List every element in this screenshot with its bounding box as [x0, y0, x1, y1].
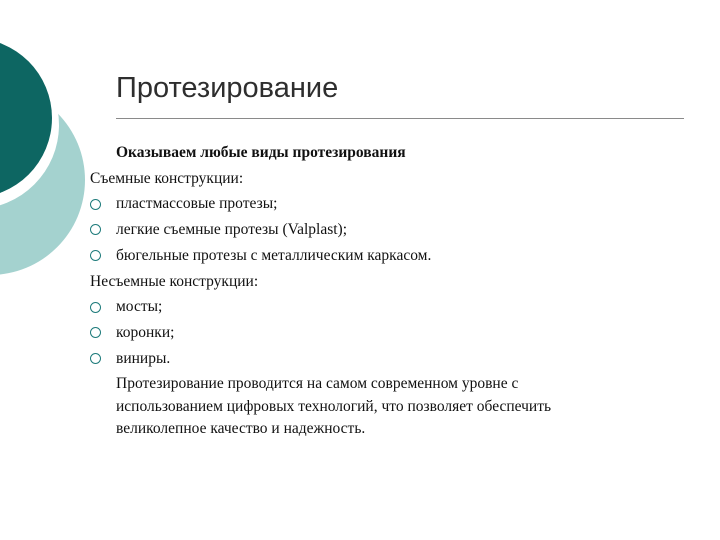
circle-bullet-icon [90, 302, 101, 313]
list-item-text: пластмассовые протезы; [116, 195, 278, 213]
list-item [90, 217, 690, 243]
list-item [90, 320, 690, 346]
list-item [90, 191, 690, 217]
closing-line: великолепное качество и надежность. [116, 420, 366, 438]
title-divider [116, 118, 684, 119]
circle-bullet-icon [90, 327, 101, 338]
removable-heading: Съемные конструкции: [90, 169, 244, 187]
slide-content [90, 140, 690, 441]
list-item-text: мосты; [116, 298, 163, 316]
list-item [90, 243, 690, 269]
circle-bullet-icon [90, 199, 101, 210]
list-item-text: виниры. [116, 349, 171, 367]
services-subheading: Оказываем любые виды протезирования [116, 144, 406, 161]
list-item [90, 294, 690, 320]
closing-paragraph [90, 373, 690, 441]
closing-line: использованием цифровых технологий, что позволяет обеспечить [116, 397, 552, 415]
circle-bullet-icon [90, 250, 101, 261]
list-item-text: легкие съемные протезы (Valplast); [116, 221, 348, 239]
circle-bullet-icon [90, 353, 101, 364]
slide-title: Протезирование [116, 72, 339, 104]
list-item-text: коронки; [116, 323, 175, 341]
closing-line: Протезирование проводится на самом современном уровне с [116, 375, 519, 393]
circle-bullet-icon [90, 224, 101, 235]
list-item-text: бюгельные протезы с металлическим каркасом. [116, 246, 432, 264]
fixed-heading: Несъемные конструкции: [90, 272, 259, 290]
list-item [90, 346, 690, 372]
